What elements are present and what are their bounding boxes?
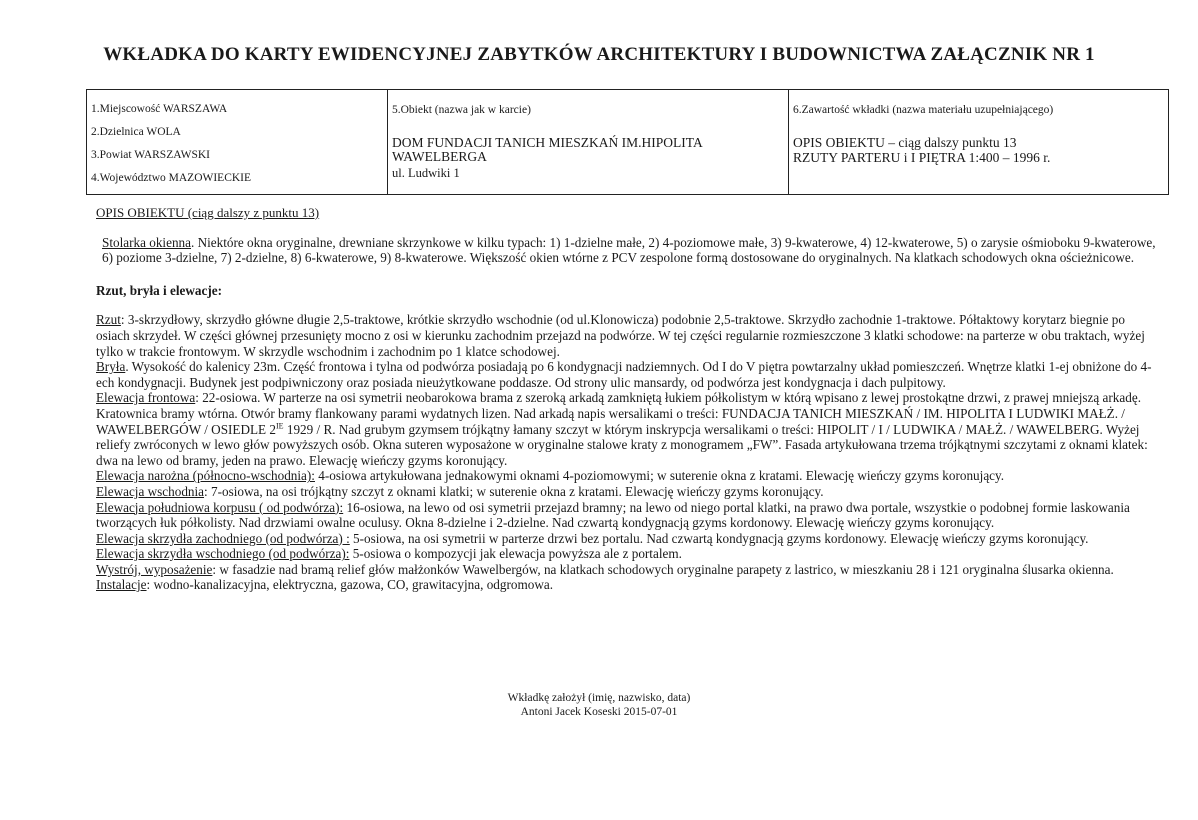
description-body: [96, 205, 1156, 593]
contents-value-line1: OPIS OBIEKTU – ciąg dalszy punktu 13: [793, 135, 1017, 150]
signature-block: [0, 691, 1198, 719]
east-elevation-text: : 7-osiowa, na osi trójkątny szczyt z oknami klatki; w suterenie okna z kratami. Elewację wieńczy gzyms koronujący.: [204, 483, 824, 499]
voivodeship-field: 4.Województwo MAZOWIECKIE: [91, 172, 252, 184]
paragraph-east-wing-elevation: [96, 546, 1156, 562]
location-cell: [87, 90, 388, 195]
front-elevation-label: Elewacja frontowa: [96, 390, 196, 406]
east-elevation-label: Elewacja wschodnia: [96, 483, 205, 499]
massing-label: Bryła: [96, 359, 126, 375]
massing-text: . Wysokość do kalenicy 23m. Część frontowa i tylna od podwórza posiadają po 6 kondygnacji nadziemnych. Od I do V piętra powtarzalny układ pomieszczeń. Wnętrze klatki 1-ej obniżone do 4-ech kondygnacji. Budynek jest podpiwniczony oraz posiada nieużytkowane poddasze. Od strony ulic mansardy, od podwórza jest kondygnacja i dach pulpitowy.: [96, 359, 1152, 390]
east-wing-elevation-text: 5-osiowa o kompozycji jak elewacja powyższa ale z portalem.: [349, 546, 682, 562]
joinery-paragraph: [96, 235, 1156, 266]
paragraph-furnishings: [96, 562, 1156, 578]
county-field: 3.Powiat WARSZAWSKI: [91, 149, 210, 161]
object-label: 5.Obiekt (nazwa jak w karcie): [392, 104, 531, 116]
contents-label: 6.Zawartość wkładki (nazwa materiału uzupełniającego): [793, 104, 1054, 116]
paragraph-plan: [96, 312, 1156, 359]
paragraph-west-wing-elevation: [96, 531, 1156, 547]
furnishings-text: : w fasadzie nad bramą relief głów małżonków Wawelbergów, na klatkach schodowych oryginalne parapety z lastrico, w mieszkaniu 28 i 121 oryginalna ślusarka okienna.: [212, 561, 1114, 577]
paragraph-front-elevation: [96, 390, 1156, 468]
joinery-text: . Niektóre okna oryginalne, drewniane skrzynkowe w kilku typach: 1) 1-dzielne małe, 2) 4-poziomowe małe, 3) 9-kwaterowe, 4) 12-kwaterowe, 5) o zarysie ośmioboku 9-kwaterowe, 6) poziome 3-dzielne, 7) 2-dzielne, 8) 6-kwaterowe, 9) 8-kwaterowe. Większość okien wtórne z PCV zespolone formą dostosowane do oryginalnych. Na klatkach schodowych okna ościeżnicowe.: [102, 234, 1156, 266]
object-name-line2: WAWELBERGA: [392, 149, 487, 164]
plan-text: : 3-skrzydłowy, skrzydło główne długie 2,5-traktowe, krótkie skrzydło wschodnie (od ul.Klonowicza) podobnie 2,5-traktowe. Skrzydło zachodnie 1-traktowe. Półtaktowy korytarz biegnie po osiach skrzydeł. W części głównej przesunięty mocno z osi w kierunku zachodnim przejazd na podwórze. W tej części regularnie rozmieszczone 3 klatki schodowe: na parterze w obu traktach, wyżej tylko w trakcie frontowym. W skrzydle wschodnim i zachodnim po 1 klatce schodowej.: [96, 312, 1145, 359]
corner-elevation-text: 4-osiowa artykułowana jednakowymi oknami 4-poziomowymi; w suterenie okna z kratami. Elewację wieńczy gzyms koronujący.: [314, 468, 1005, 484]
plan-label: Rzut: [96, 312, 121, 328]
paragraph-east-elevation: [96, 484, 1156, 500]
object-name-line1: DOM FUNDACJI TANICH MIESZKAŃ IM.HIPOLITA: [392, 135, 703, 150]
paragraph-south-elevation: [96, 500, 1156, 531]
district-field: 2.Dzielnica WOLA: [91, 126, 181, 138]
paragraph-installations: [96, 577, 1156, 593]
corner-elevation-label: Elewacja narożna (północno-wschodnia):: [96, 468, 315, 484]
front-elevation-text-b: 1929 / R. Nad grubym gzymsem trójkątny łamany szczyt w którym inskrypcja wersalikami o treści: HIPOLIT / I / LUDWIKA / MAŁŻ. / WAWELBERG. Wyżej reliefy zwróconych w lewo głów powyższych osób. Okna suteren wyposażone w oryginalne stalowe kraty z monogramem „FW”. Fasada artykułowana trzema trójkątnymi szczytami z oknami klatek: dwa na lewo od bramy, jeden na prawo. Elewację wieńczy gzyms koronujący.: [96, 421, 1148, 468]
locality-field: 1.Miejscowość WARSZAWA: [91, 103, 228, 115]
south-elevation-label: Elewacja południowa korpusu ( od podwórza):: [96, 499, 344, 515]
contents-cell: [789, 90, 1169, 195]
object-address: ul. Ludwiki 1: [392, 166, 460, 180]
paragraph-list: [96, 312, 1156, 593]
signature-caption: Wkładkę założył (imię, nazwisko, data): [507, 692, 691, 704]
south-elevation-text: 16-osiowa, na lewo od osi symetrii przejazd bramny; na lewo od niego portal klatki, na prawo dwa portale, wszystkie o podobnej formie laskowania tworzących łuk półkolisty. Nad drzwiami owalne oculusy. Okna 8-dzielne i 2-dzielne. Nad czwartą kondygnacją gzyms kordonowy. Elewację wieńczy gzyms koronujący.: [96, 499, 1130, 531]
signature-author-date: Antoni Jacek Koseski 2015-07-01: [520, 706, 678, 718]
furnishings-label: Wystrój, wyposażenie: [96, 561, 213, 577]
joinery-label: Stolarka okienna: [102, 234, 191, 250]
document-title: WKŁADKA DO KARTY EWIDENCYJNEJ ZABYTKÓW ARCHITEKTURY I BUDOWNICTWA ZAŁĄCZNIK NR 1: [103, 44, 1095, 65]
header-table: [86, 89, 1169, 195]
paragraph-massing: [96, 359, 1156, 390]
paragraph-corner-elevation: [96, 468, 1156, 484]
plan-heading: Rzut, bryła i elewacje:: [96, 282, 222, 298]
west-wing-elevation-label: Elewacja skrzydła zachodniego (od podwórza) :: [96, 530, 350, 546]
section-heading: OPIS OBIEKTU (ciąg dalszy z punktu 13): [96, 205, 320, 220]
east-wing-elevation-label: Elewacja skrzydła wschodniego (od podwórza):: [96, 546, 350, 562]
front-elevation-text-a: : 22-osiowa. W parterze na osi symetrii neobarokowa brama z szeroką arkadą zamkniętą łukiem półkolistym w którą wpisano z lewej prostokątne drzwi, z prawej mniejszą arkadę. Kratownica bramy wtórna. Otwór bramy flankowany parami wydatnych lizen. Nad arkadą napis wersalikami o treści: FUNDACJA TANICH MIESZKAŃ / IM. HIPOLITA I LUDWIKI MAŁŻ. / WAWELBERGÓW / OSIEDLE 2: [96, 390, 1141, 437]
installations-label: Instalacje: [96, 577, 147, 593]
object-cell: [388, 90, 789, 195]
west-wing-elevation-text: 5-osiowa, na osi symetrii w parterze drzwi bez portalu. Nad czwartą kondygnacją gzyms kordonowy. Elewację wieńczy gzyms koronujący.: [349, 530, 1089, 546]
front-elevation-superscript: IE: [276, 421, 284, 431]
contents-value-line2: RZUTY PARTERU i I PIĘTRA 1:400 – 1996 r.: [793, 150, 1051, 165]
installations-text: : wodno-kanalizacyjna, elektryczna, gazowa, CO, grawitacyjna, odgromowa.: [146, 577, 553, 593]
